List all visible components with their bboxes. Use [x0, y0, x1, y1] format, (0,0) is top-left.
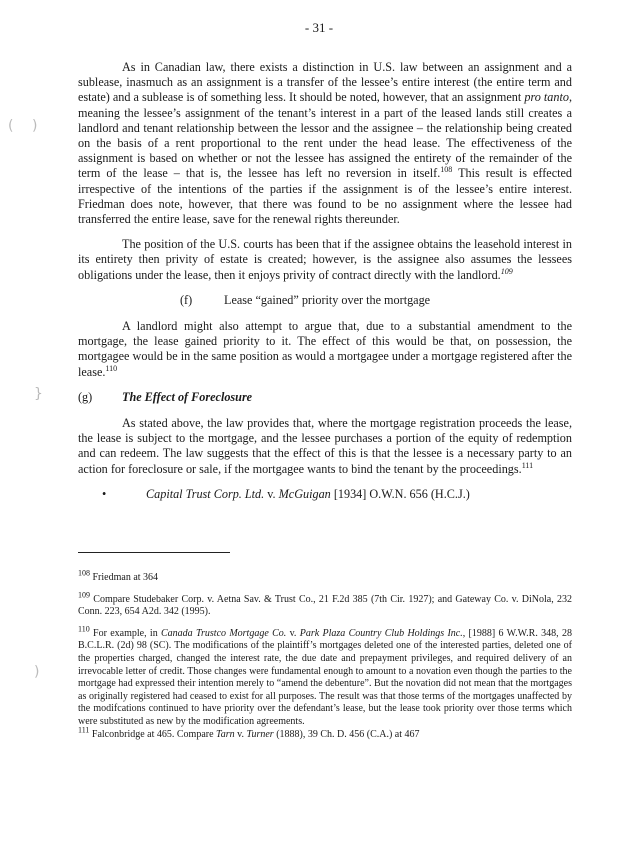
footnote-111: $^{111}$ Falconbridge at 465. Compare Tarn v. Turner (1888), 39 Ch. D. 456 (C.A.) at 467 [78, 725, 420, 740]
paragraph-assignment-sublease: As in Canadian law, there exists a distinction in U.S. law between an assignment and a sublease, inasmuch as an assignment is a transfer of the lessee’s entire interest (the entire term and estate) and a sublease is of something less. It should be noted, however, that an assignment pro tanto, meaning the lessee’s assignment of the tenant’s interest in a part of the leased lands still creates a landlord and tenant relationship between the lessor and the assignee – the relationship being created on the basis of a rent proportional to the rent under the head lease. The effectiveness of the assignment is based on whether or not the lessee has assigned the entirety of the remainder of the term of the lease – that is, the lessee has left no reversion in itself.$^{108}$ This result is effected irrespective of the intentions of the parties if the assignment is of the lessee’s entire interest. Friedman does note, however, that there was found to be no assignment where the lessee had transferred the entire lease, save for the renewal rights thereunder. [78, 60, 572, 227]
heading-effect-of-foreclosure: (g) The Effect of Foreclosure [78, 389, 253, 404]
heading-lease-gained-priority: (f) Lease “gained” priority over the mortgage [180, 292, 431, 307]
scan-bracket-mark: ) [34, 664, 40, 680]
paragraph-substantial-amendment: A landlord might also attempt to argue that, due to a substantial amendment to the mortgage, the lease gained priority to it. The effect of this would be that, on possession, the mortgagee would be in the same position as would a mortgagee under a mortgage registered after the lease.$^{110}$ [78, 319, 572, 379]
scan-bracket-mark: } [34, 386, 43, 402]
footnote-109: $^{109}$ Compare Studebaker Corp. v. Aetna Sav. & Trust Co., 21 F.2d 385 (7th Cir. 1927); and Gateway Co. v. DiNola, 232 Conn. 223, 654 A2d. 342 (1995). [78, 590, 572, 618]
footnote-ref-109[interactable]: 109 [500, 266, 513, 276]
paragraph-foreclosure: As stated above, the law provides that, where the mortgage registration proceeds the lease, the lease is subject to the mortgage, and the lessee purchases a portion of the equity of redemption and can redeem. The law suggests that the effect of this is that the lessee is a necessary party to an action for foreclosure or sale, if the mortgagee wants to bind the tenant by the proceedings.$^{111}$ [78, 416, 572, 476]
paragraph-privity: The position of the U.S. courts has been that if the assignee obtains the leasehold interest in its entirety then privity of estate is created; however, is the assignee also assumes the lessees obligations under the lease, then it enjoys privity of contract directly with the landlord.$^{109}$ [78, 237, 572, 282]
bullet-icon: • [102, 486, 107, 501]
footnote-110: $^{110}$ For example, in Canada Trustco Mortgage Co. v. Park Plaza Country Club Holdings Inc., [1988] 6 W.W.R. 348, 28 B.C.L.R. (2d) 98 (SC). The modifications of the plaintiff’s mortgages deleted one of the interested parties, deleted one of the properties charged, changed the interest rate, the due date and prepayment privileges, and required delivery of an irrevocable letter of credit. Those changes were fundamental enough to amount to a novation even though the parties to the mortgage had expressed their intention merely to “amend the debenture”. But the novation did not mean that the mortgages as originally registered had ceased to exist for all purposes. The result was that those terms of the mortgages unaffected by the modifcations continued to have priority over the defendant’s lease, but the lease took priority over those terms which were substituted as new by the modification agreements. [78, 624, 572, 727]
footnote-ref-110[interactable]: 110 [105, 363, 118, 373]
footnote-108: $^{108}$ Friedman at 364 [78, 568, 159, 583]
scan-bracket-mark: ) [32, 118, 38, 134]
scan-bracket-mark: ( [8, 118, 14, 134]
footnote-ref-111[interactable]: 111 [521, 460, 534, 470]
page-number: - 31 - [304, 20, 334, 35]
body-text [78, 60, 572, 502]
italic-pro-tanto: pro tanto [524, 90, 569, 105]
footnote-separator [78, 552, 230, 553]
footnotes [78, 568, 572, 750]
footnote-ref-108[interactable]: 108 [440, 165, 453, 175]
case-list-item: • Capital Trust Corp. Ltd. v. McGuigan [1934] O.W.N. 656 (H.C.J.) [102, 486, 470, 501]
